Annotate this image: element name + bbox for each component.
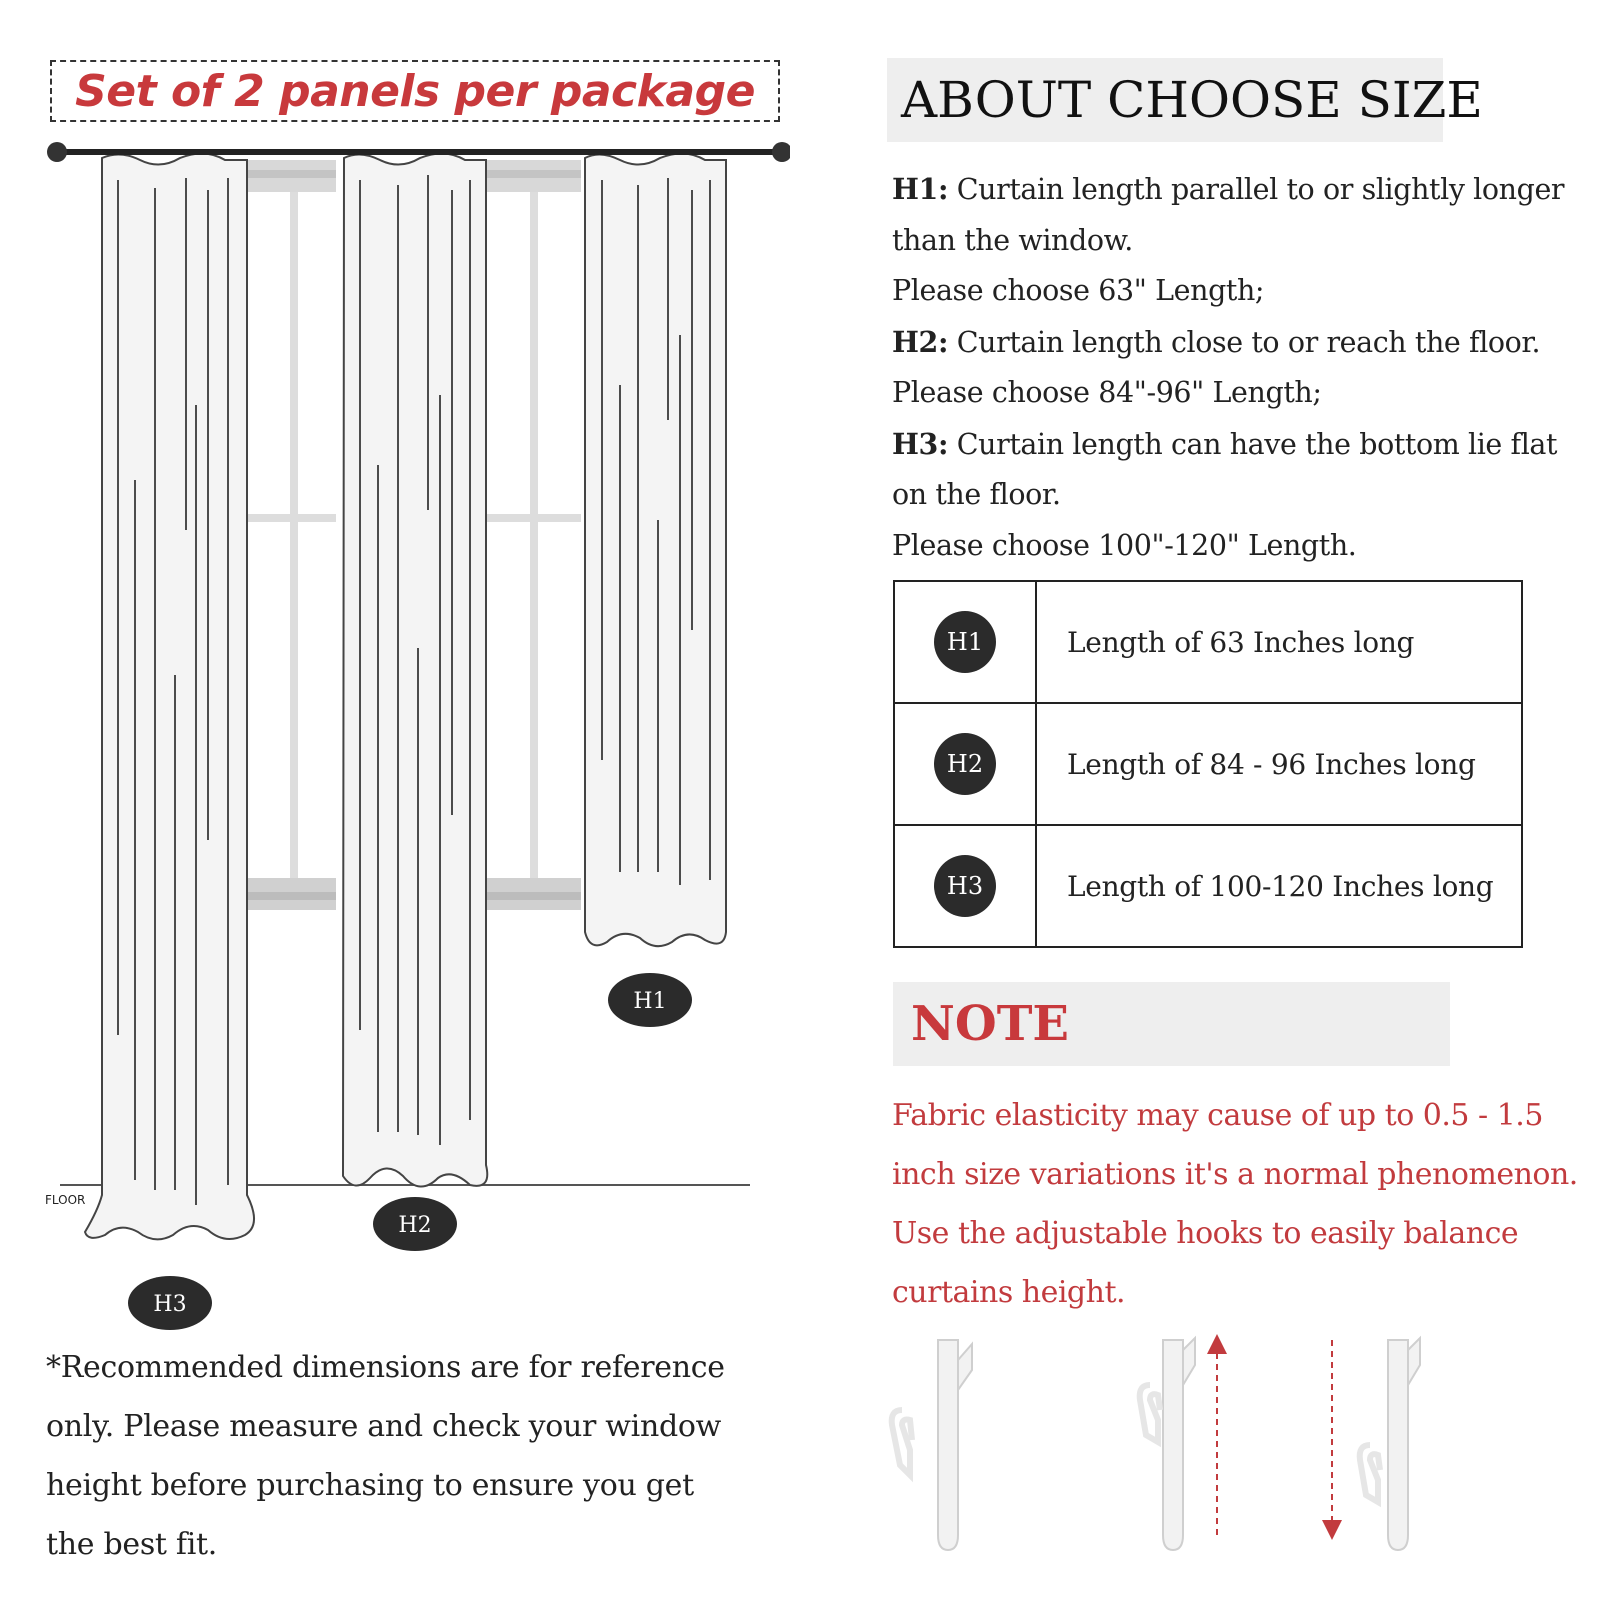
size-table <box>893 580 1523 948</box>
h1-line-2: than the window. <box>892 223 1133 257</box>
curtain-illustration <box>0 130 790 1330</box>
h3-key: H3: <box>892 426 949 461</box>
marker-h3-label: H3 <box>153 1292 187 1317</box>
note-text: Fabric elasticity may cause of up to 0.5 - 1.5 inch size variations it's a normal phenomenon. Use the adjustable hooks to easily balance curtains height. <box>892 1098 1578 1310</box>
h2-line <box>892 317 1592 369</box>
h3-text: Curtain length can have the bottom lie flat <box>948 427 1558 461</box>
curtain-panel-h2 <box>343 153 487 1186</box>
note-title: NOTE <box>893 982 1450 1066</box>
curtain-panel-h3 <box>85 153 254 1239</box>
curtain-panel-h1 <box>585 153 726 946</box>
h3-line-2: on the floor. <box>892 478 1061 511</box>
hook-icon <box>892 1340 972 1550</box>
hook-icon <box>1140 1338 1195 1550</box>
table-row <box>894 581 1522 703</box>
table-row <box>894 825 1522 947</box>
marker-h1 <box>608 973 692 1027</box>
table-desc-cell: Length of 84 - 96 Inches long <box>1036 703 1522 825</box>
footnote: *Recommended dimensions are for reference only. Please measure and check your window height before purchasing to ensure you get the best fit. <box>46 1350 725 1562</box>
table-desc-cell: Length of 63 Inches long <box>1036 581 1522 703</box>
h2-choose: Please choose 84"-96" Length; <box>892 376 1322 409</box>
size-badge-h3: H3 <box>934 855 996 917</box>
marker-h2 <box>373 1197 457 1251</box>
size-badge-h1: H1 <box>934 611 996 673</box>
h1-text: Curtain length parallel to or slightly longer <box>948 173 1565 206</box>
h1-choose: Please choose 63" Length; <box>892 274 1265 307</box>
window-right <box>487 160 581 910</box>
table-row <box>894 703 1522 825</box>
floor-label: FLOOR <box>45 1193 86 1207</box>
table-key-cell <box>894 581 1036 703</box>
hook-icon <box>1360 1338 1420 1550</box>
h2-key: H2: <box>892 324 949 359</box>
hooks-illustration <box>880 1330 1600 1600</box>
h3-choose: Please choose 100"-120" Length. <box>892 528 1357 562</box>
h3-line <box>892 419 1592 471</box>
about-description <box>892 164 1592 571</box>
h1-key: H1: <box>892 172 949 206</box>
package-banner <box>50 60 780 122</box>
table-key-cell <box>894 825 1036 947</box>
marker-h3 <box>128 1276 212 1330</box>
h2-text: Curtain length close to or reach the floor. <box>948 325 1541 359</box>
h1-line <box>892 164 1592 216</box>
table-key-cell <box>894 703 1036 825</box>
window-left <box>243 160 336 910</box>
size-badge-h2: H2 <box>934 733 996 795</box>
banner-text: Set of 2 panels per package <box>75 65 755 117</box>
about-title: ABOUT CHOOSE SIZE <box>887 58 1443 142</box>
marker-h2-label: H2 <box>398 1213 432 1238</box>
marker-h1-label: H1 <box>633 989 667 1014</box>
table-desc-cell: Length of 100-120 Inches long <box>1036 825 1522 947</box>
